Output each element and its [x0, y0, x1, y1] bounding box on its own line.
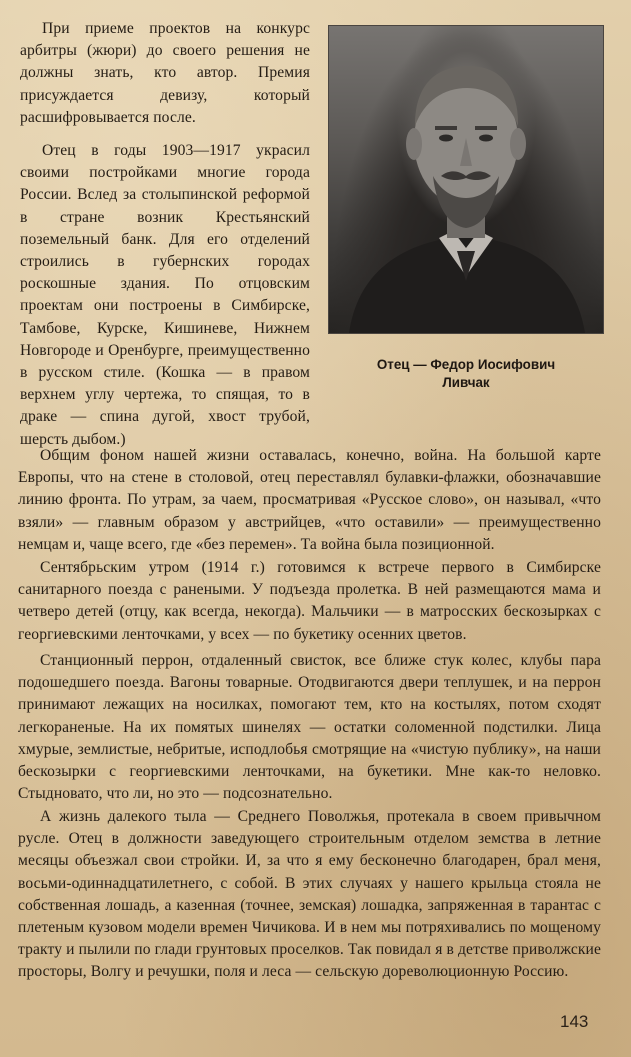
- paragraph-station-platform: Станционный перрон, отдаленный свисток, все ближе стук колес, клубы пара подошедшего поезда. Вагоны товарные. Отодвигаются двери теплушек, и на перрон принимают лежащих на носилках, помогают тем, кто на костылях, потом сходят легкораненые. На их помятых шинелях — остатки соломенной подстилки. Лица хмурые, землистые, небритые, исподлобья смотрящие на «чистую публику», на наши бескозырки с георгиевскими ленточками, на букетики. Мне как-то неловко. Стыдновато, что ли, но это — подсознательно.: [18, 652, 601, 803]
- paragraph-war-background: Общим фоном нашей жизни оставалась, конечно, война. На большой карте Европы, что на стене в столовой, отец переставлял булавки-флажки, обозначавшие линию фронта. По утрам, за чаем, просматривая «Русское слово», он называл, «что взяли» — главным образом у австрийцев, «что оставили» — преимущественно немцам и, чаще всего, где «без перемен». Та война была позиционной.: [18, 447, 601, 553]
- paragraph-father-buildings: Отец в годы 1903—1917 украсил своими постройками многие города России. Вслед за столыпинской реформой в стране возник Крестьянский поземельный банк. Для его отделений строились в губернских городах роскошные здания. По отцовским проектам они построены в Симбирске, Тамбове, Курске, Кишиневе, Нижнем Новгороде и Оренбурге, преимущественно в русском стиле. (Кошка — в правом верхнем углу чертежа, то спящая, то в драке — спина дугой, хвост трубой, шерсть дыбом.): [20, 142, 310, 448]
- portrait-photo: [329, 26, 603, 333]
- paragraph-rear-life: А жизнь далекого тыла — Среднего Поволжья, протекала в своем привычном русле. Отец в должности заведующего строительным отделом земства в летние месяцы объезжал свои стройки. И, за что я ему бесконечно благодарен, брал меня, восьми-одиннадцатилетнего, с собой. В этих случаях у нашего крыльца стояла не собственная лошадь, а казенная (точнее, земская) лошадка, запряженная в тарантас с плетеным кузовом модели времен Чичикова. И в нем мы потряхивались по мощеному тракту и пылили по глади грунтовых проселков. Так повидал я в детстве приволжские просторы, Волгу и речушки, поля и леса — сельскую дореволюционную Россию.: [18, 808, 601, 981]
- portrait-figure: [329, 26, 603, 333]
- photo-caption: [329, 356, 603, 392]
- page-number: 143: [560, 1012, 589, 1031]
- paragraph-contest-rules: При приеме проектов на конкурс арбитры (жюри) до своего решения не должны знать, кто автор. Премия присуждается девизу, который расшифровывается после.: [20, 20, 310, 126]
- caption-line-surname: Ливчак: [442, 375, 490, 390]
- paragraph-sanitary-train: Сентябрьским утром (1914 г.) готовимся к встрече первого в Симбирске санитарного поезда с ранеными. У подъезда пролетка. В ней размещаются мама и четверо детей (отцу, как всегда, некогда). Мальчики — в матросских бескозырках с георгиевскими ленточками, у всех — по букетику осенних цветов.: [18, 559, 601, 643]
- caption-line-name: Отец — Федор Иосифович: [376, 357, 556, 372]
